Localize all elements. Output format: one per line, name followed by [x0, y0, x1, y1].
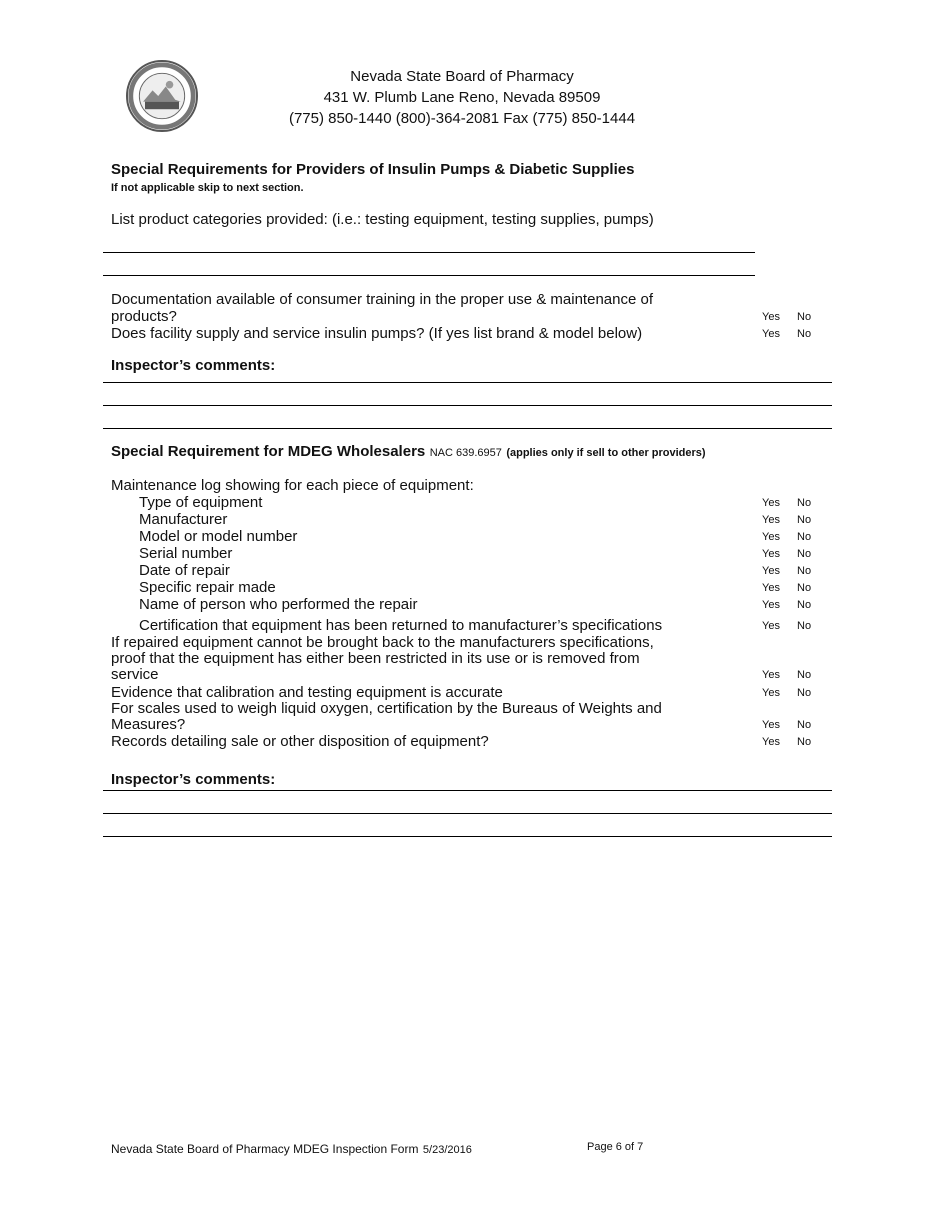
- header-address: 431 W. Plumb Lane Reno, Nevada 89509: [323, 89, 601, 106]
- section2-title: Special Requirement for MDEG Wholesalers: [111, 443, 426, 460]
- item-date-of-repair: Date of repair: [139, 562, 230, 579]
- no-option[interactable]: No: [797, 582, 812, 594]
- yes-option[interactable]: Yes: [762, 620, 780, 632]
- yes-option[interactable]: Yes: [762, 565, 780, 577]
- header-org: Nevada State Board of Pharmacy: [350, 68, 574, 85]
- section1-title: Special Requirements for Providers of Insulin Pumps & Diabetic Supplies: [111, 161, 635, 178]
- no-option[interactable]: No: [797, 311, 812, 323]
- footer-form-name: Nevada State Board of Pharmacy MDEG Inspection Form: [111, 1142, 419, 1156]
- yes-option[interactable]: Yes: [762, 328, 780, 340]
- yes-option[interactable]: Yes: [762, 497, 780, 509]
- no-option[interactable]: No: [797, 514, 812, 526]
- list-prompt: List product categories provided: (i.e.: testing equipment, testing supplies, pumps): [111, 211, 654, 228]
- section2-ref: NAC 639.6957: [429, 447, 502, 459]
- item-specific-repair: Specific repair made: [139, 579, 276, 596]
- yes-option[interactable]: Yes: [762, 311, 780, 323]
- section2-heading: [111, 443, 706, 461]
- yes-option[interactable]: Yes: [762, 599, 780, 611]
- yes-option[interactable]: Yes: [762, 669, 780, 681]
- comment-line: [103, 836, 832, 837]
- comment-line: [103, 813, 832, 814]
- yes-option[interactable]: Yes: [762, 582, 780, 594]
- question-repair-line2: proof that the equipment has either been restricted in its use or is removed from: [111, 650, 640, 667]
- nevada-state-seal-icon: [126, 60, 198, 132]
- yes-option[interactable]: Yes: [762, 736, 780, 748]
- item-model-number: Model or model number: [139, 528, 298, 545]
- inspector-comments-label: Inspector’s comments:: [111, 357, 276, 374]
- question-insulin-pumps: Does facility supply and service insulin pumps? (If yes list brand & model below): [111, 325, 643, 342]
- no-option[interactable]: No: [797, 687, 812, 699]
- answer-line: [103, 275, 755, 276]
- no-option[interactable]: No: [797, 599, 812, 611]
- question-calibration: Evidence that calibration and testing equipment is accurate: [111, 684, 503, 701]
- no-option[interactable]: No: [797, 497, 812, 509]
- comment-line: [103, 790, 832, 791]
- question-repair-line3: service: [111, 666, 159, 683]
- footer-page-number: Page 6 of 7: [587, 1141, 644, 1153]
- item-manufacturer: Manufacturer: [139, 511, 228, 528]
- answer-line: [103, 252, 755, 253]
- comment-line: [103, 405, 832, 406]
- item-serial-number: Serial number: [139, 545, 233, 562]
- yes-option[interactable]: Yes: [762, 531, 780, 543]
- comment-line: [103, 428, 832, 429]
- no-option[interactable]: No: [797, 669, 812, 681]
- comment-line: [103, 382, 832, 383]
- section2-note: (applies only if sell to other providers): [506, 447, 706, 459]
- header-phone: (775) 850-1440 (800)-364-2081 Fax (775) 850-1444: [288, 110, 636, 127]
- no-option[interactable]: No: [797, 620, 812, 632]
- yes-option[interactable]: Yes: [762, 687, 780, 699]
- footer-form: [111, 1140, 472, 1158]
- no-option[interactable]: No: [797, 736, 812, 748]
- question-records: Records detailing sale or other disposition of equipment?: [111, 733, 489, 750]
- no-option[interactable]: No: [797, 328, 812, 340]
- section1-note: If not applicable skip to next section.: [111, 182, 304, 194]
- footer-date: 5/23/2016: [422, 1144, 472, 1156]
- no-option[interactable]: No: [797, 719, 812, 731]
- item-type-of-equipment: Type of equipment: [139, 494, 263, 511]
- question-repair-line1: If repaired equipment cannot be brought back to the manufacturers specifications,: [111, 634, 654, 651]
- question-scales-line1: For scales used to weigh liquid oxygen, certification by the Bureaus of Weights and: [111, 700, 662, 717]
- no-option[interactable]: No: [797, 531, 812, 543]
- inspector-comments-label: Inspector’s comments:: [111, 771, 276, 788]
- yes-option[interactable]: Yes: [762, 719, 780, 731]
- item-certification: Certification that equipment has been returned to manufacturer’s specifications: [139, 617, 663, 634]
- maintenance-intro: Maintenance log showing for each piece of equipment:: [111, 477, 474, 494]
- question-scales-line2: Measures?: [111, 716, 186, 733]
- no-option[interactable]: No: [797, 548, 812, 560]
- no-option[interactable]: No: [797, 565, 812, 577]
- question-training-line1: Documentation available of consumer training in the proper use & maintenance of: [111, 291, 653, 308]
- question-training-line2: products?: [111, 308, 177, 325]
- yes-option[interactable]: Yes: [762, 548, 780, 560]
- item-person-performed: Name of person who performed the repair: [139, 596, 418, 613]
- yes-option[interactable]: Yes: [762, 514, 780, 526]
